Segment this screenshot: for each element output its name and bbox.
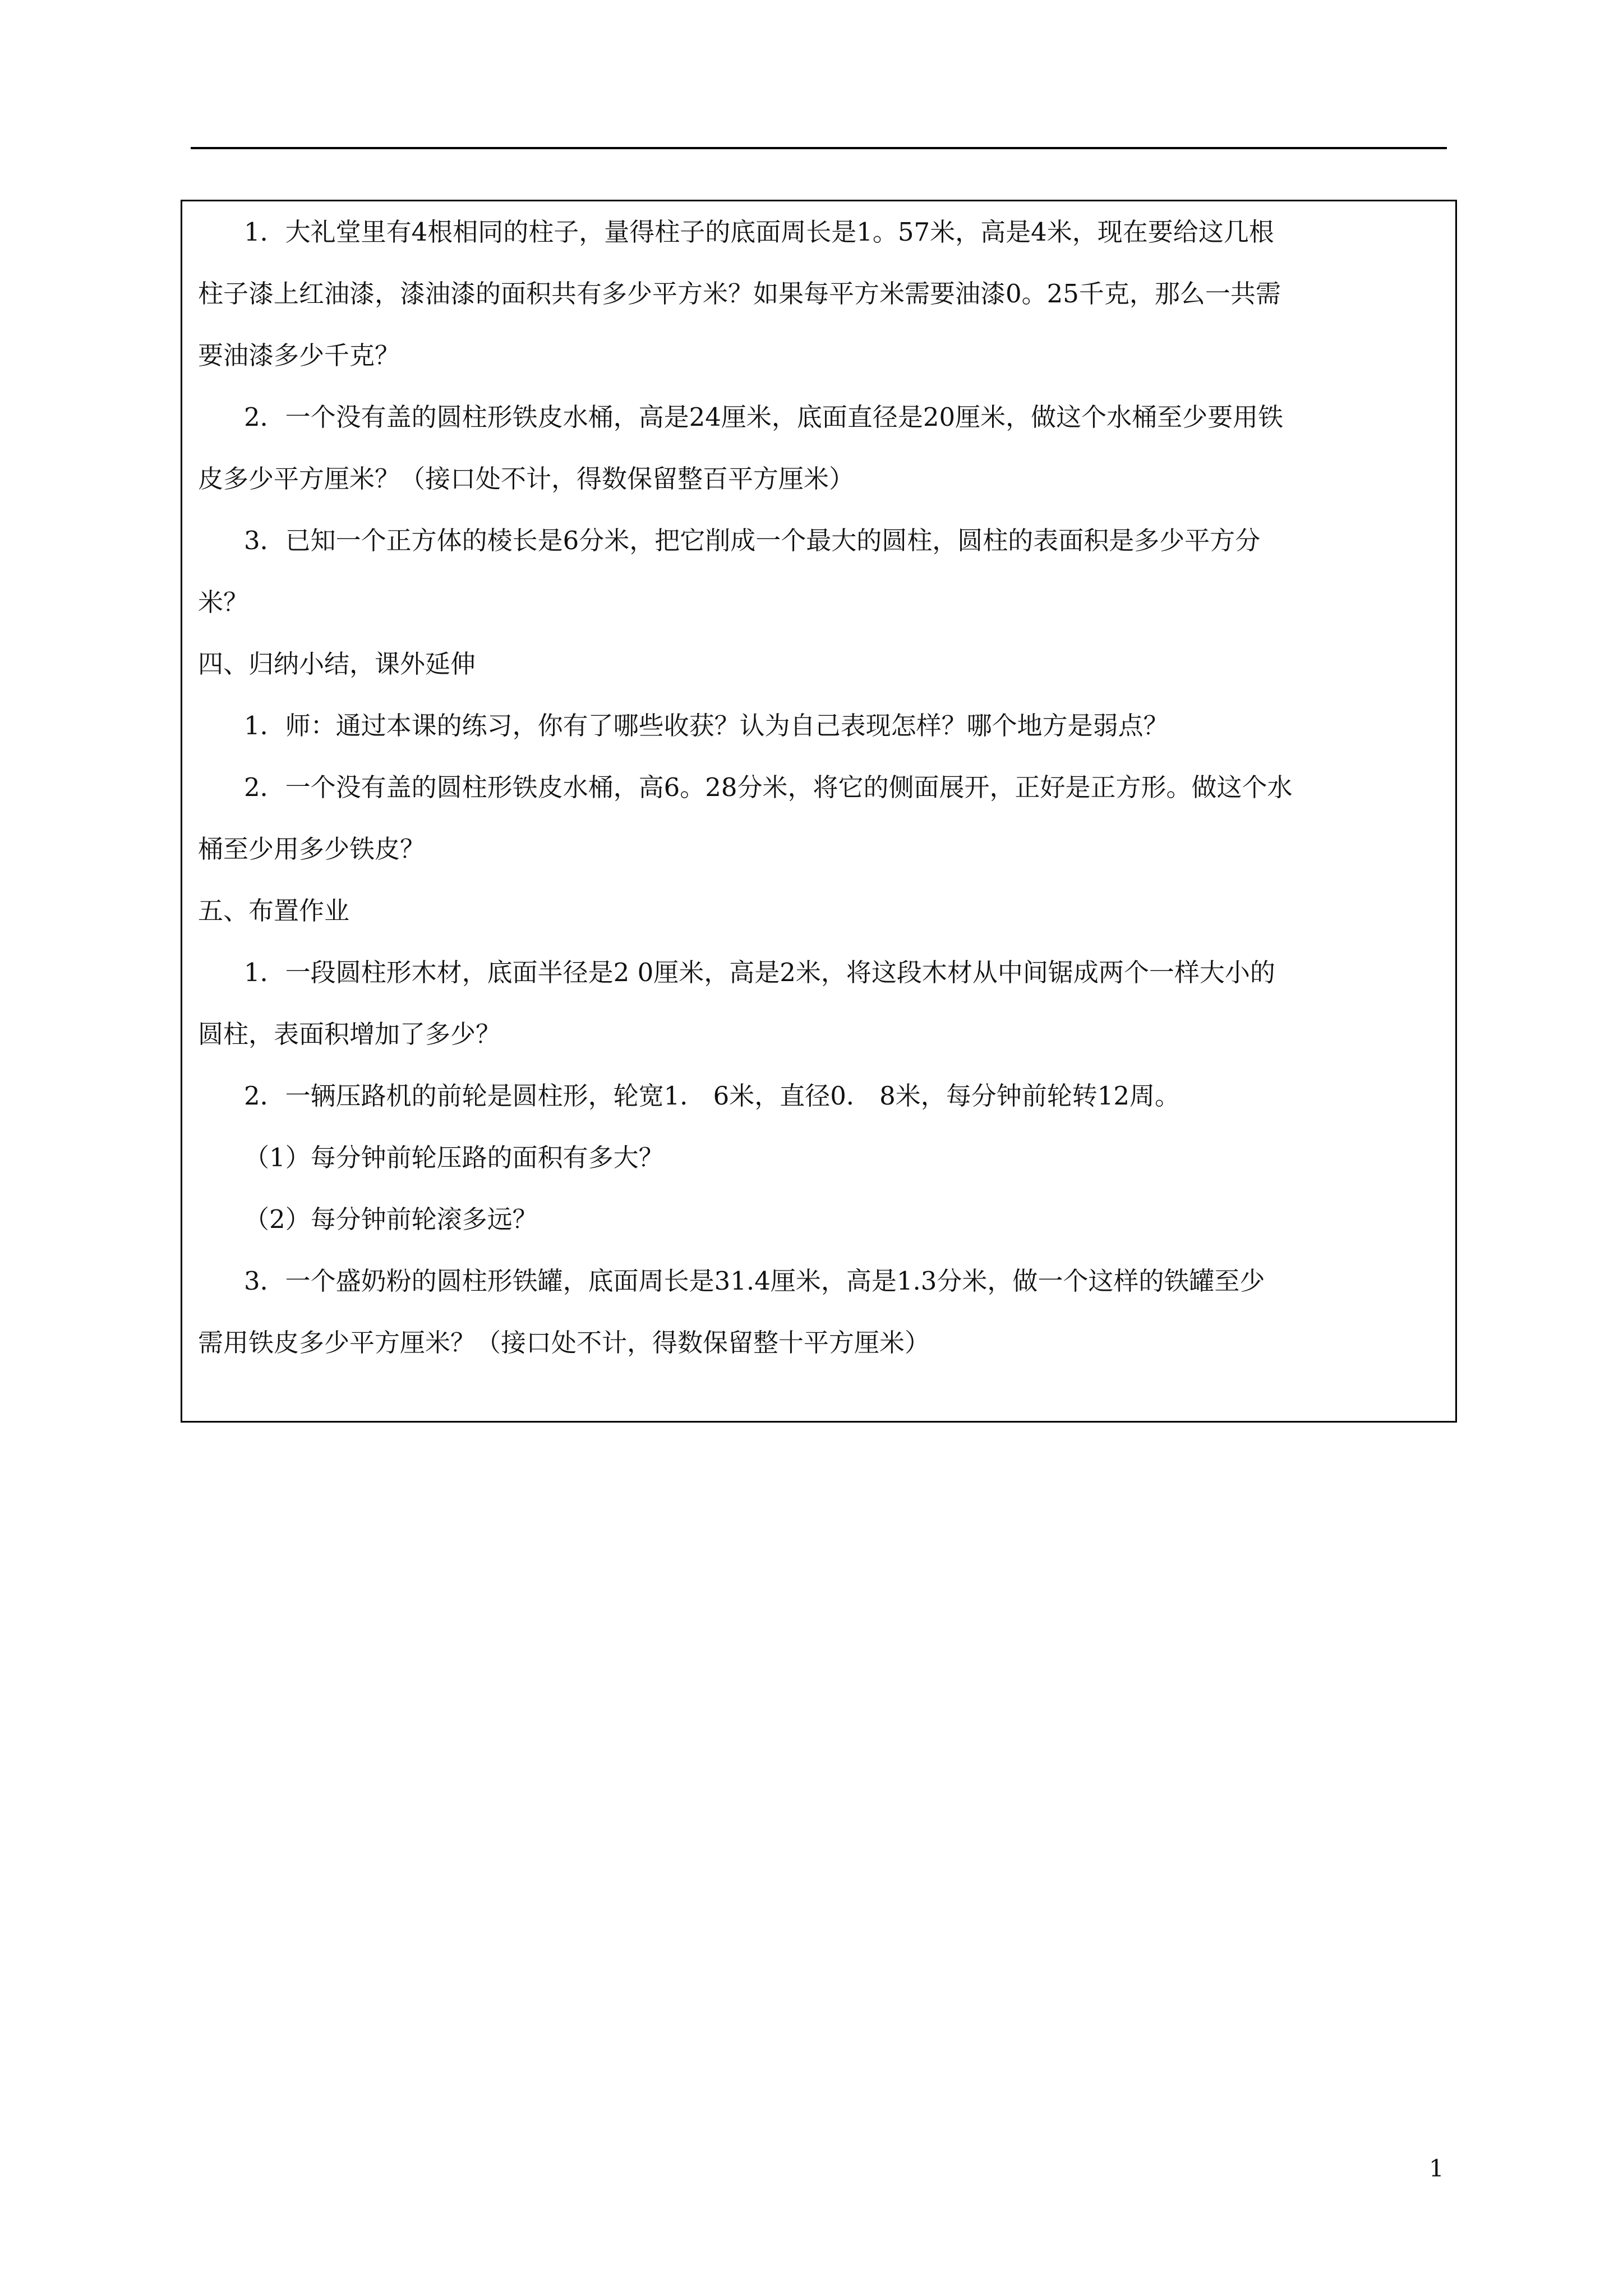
homework-item-3-line-2: 需用铁皮多少平方厘米？（接口处不计，得数保留整十平方厘米）: [198, 1328, 930, 1358]
homework-item-2-subquestion-2: （2）每分钟前轮滚多远？: [244, 1204, 538, 1234]
problem-1-line-1: 1．大礼堂里有4根相同的柱子，量得柱子的底面周长是1。57米，高是4米，现在要给这几根: [244, 217, 1274, 247]
problem-3-line-1: 3．已知一个正方体的棱长是6分米，把它削成一个最大的圆柱，圆柱的表面积是多少平方分: [244, 526, 1261, 555]
problem-1-line-2: 柱子漆上红油漆，漆油漆的面积共有多少平方米？如果每平方米需要油漆0。25千克，那么一共需: [198, 279, 1281, 309]
problem-2-line-2: 皮多少平方厘米？（接口处不计，得数保留整百平方厘米）: [198, 464, 855, 494]
homework-item-2: 2．一辆压路机的前轮是圆柱形，轮宽1． 6米，直径0． 8米，每分钟前轮转12周。: [244, 1081, 1181, 1111]
section-heading-homework: 五、布置作业: [198, 896, 350, 926]
summary-item-2-line-2: 桶至少用多少铁皮？: [198, 834, 426, 864]
summary-item-2-line-1: 2．一个没有盖的圆柱形铁皮水桶，高6。28分米，将它的侧面展开，正好是正方形。做这个水: [244, 772, 1293, 802]
lesson-content-box: [181, 200, 1457, 1423]
homework-item-1-line-2: 圆柱，表面积增加了多少？: [198, 1019, 501, 1049]
page-number: 1: [1429, 2155, 1444, 2182]
homework-item-2-subquestion-1: （1）每分钟前轮压路的面积有多大？: [244, 1143, 664, 1172]
problem-1-line-3: 要油漆多少千克？: [198, 341, 400, 370]
homework-item-3-line-1: 3．一个盛奶粉的圆柱形铁罐，底面周长是31.4厘米，高是1.3分米，做一个这样的铁罐至少: [244, 1266, 1265, 1296]
problem-3-line-2: 米？: [198, 587, 249, 617]
header-rule: [191, 147, 1447, 149]
problem-2-line-1: 2．一个没有盖的圆柱形铁皮水桶，高是24厘米，底面直径是20厘米，做这个水桶至少要用铁: [244, 402, 1284, 432]
homework-item-1-line-1: 1．一段圆柱形木材，底面半径是2 0厘米，高是2米，将这段木材从中间锯成两个一样大小的: [244, 958, 1275, 987]
section-heading-summary: 四、归纳小结，课外延伸: [198, 649, 476, 679]
summary-item-1: 1．师：通过本课的练习，你有了哪些收获？认为自己表现怎样？哪个地方是弱点？: [244, 711, 1169, 740]
